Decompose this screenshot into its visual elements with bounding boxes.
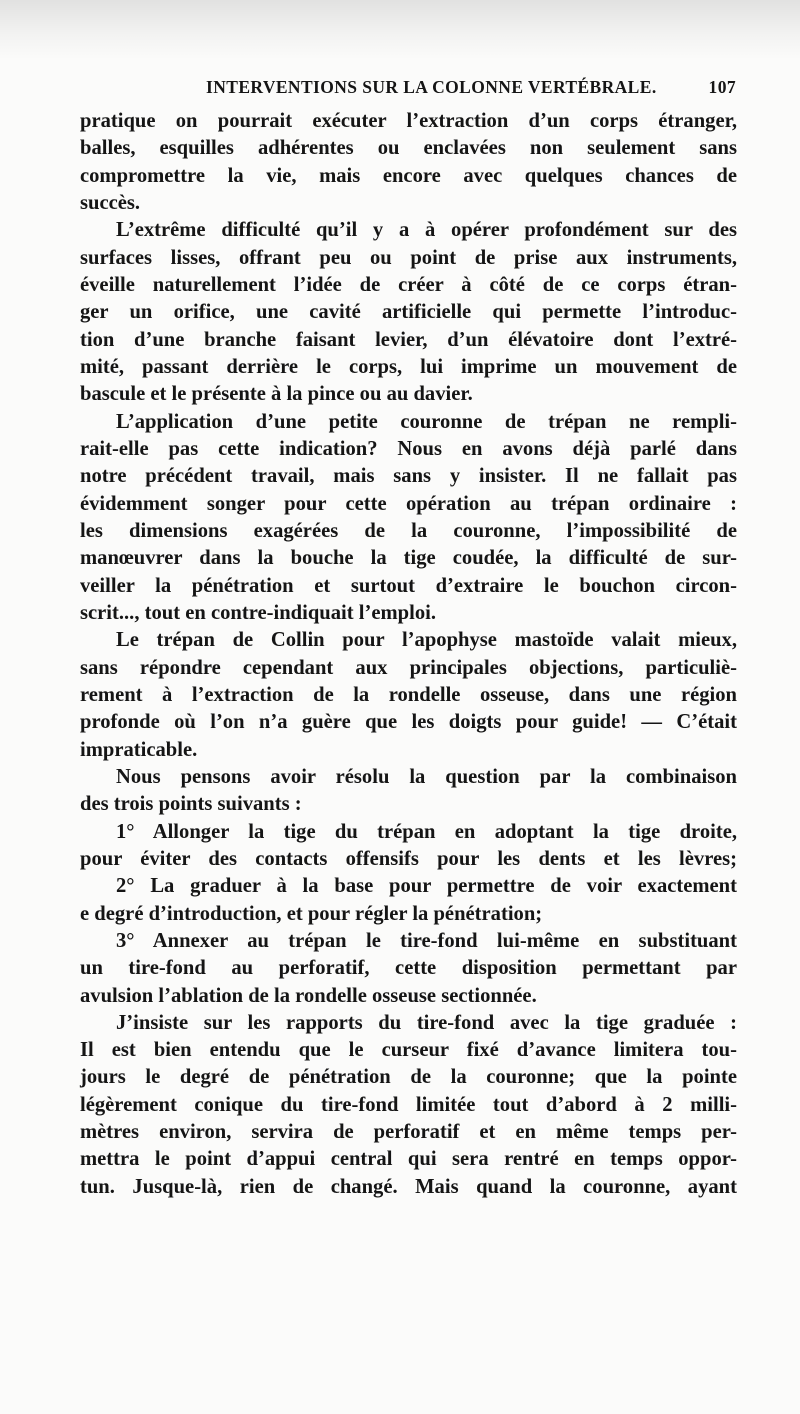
text-line: impraticable. — [80, 738, 198, 761]
text-line: L’extrême difficulté qu’il y a à opérer profondément sur des — [116, 219, 737, 242]
text-line: veiller la pénétration et surtout d’extraire le bouchon circon- — [80, 574, 737, 597]
text-line: manœuvrer dans la bouche la tige coudée, la difficulté de sur- — [80, 547, 737, 570]
text-line: mité, passant derrière le corps, lui imprime un mouvement de — [80, 355, 737, 378]
text-line: mettra le point d’appui central qui sera rentré en temps oppor- — [80, 1148, 737, 1171]
text-line: tun. Jusque-là, rien de changé. Mais quand la couronne, ayant — [80, 1175, 737, 1198]
text-line: bascule et le présente à la pince ou au davier. — [80, 383, 473, 406]
text-line: e degré d’introduction, et pour régler la pénétration; — [80, 902, 543, 925]
text-line: rait-elle pas cette indication? Nous en avons déjà parlé dans — [80, 437, 737, 460]
text-line: Il est bien entendu que le curseur fixé d’avance limitera tou- — [80, 1039, 737, 1062]
text-line: légèrement conique du tire-fond limitée tout d’abord à 2 milli- — [80, 1093, 737, 1116]
text-line: tion d’une branche faisant levier, d’un élévatoire dont l’extré- — [80, 328, 737, 351]
text-line: les dimensions exagérées de la couronne, l’impossibilité de — [80, 519, 737, 542]
text-line: pour éviter des contacts offensifs pour les dents et les lèvres; — [80, 847, 737, 870]
text-line: un tire-fond au perforatif, cette disposition permettant par — [80, 957, 737, 980]
page-header — [206, 77, 736, 101]
text-line: Nous pensons avoir résolu la question par la combinaison — [116, 765, 737, 788]
running-title: INTERVENTIONS SUR LA COLONNE VERTÉBRALE. — [206, 77, 657, 97]
text-line: surfaces lisses, offrant peu ou point de prise aux instruments, — [80, 246, 737, 269]
text-line: 3° Annexer au trépan le tire-fond lui-même en substituant — [116, 929, 737, 952]
text-line: 2° La graduer à la base pour permettre de voir exactement — [116, 875, 737, 898]
text-line: notre précédent travail, mais sans y insister. Il ne fallait pas — [80, 465, 737, 488]
text-line: jours le degré de pénétration de la couronne; que la pointe — [80, 1066, 737, 1089]
text-line: Le trépan de Collin pour l’apophyse mastoïde valait mieux, — [116, 629, 737, 652]
scan-shadow — [0, 0, 800, 60]
text-line: rement à l’extraction de la rondelle osseuse, dans une région — [80, 683, 737, 706]
text-line: succès. — [80, 191, 141, 214]
text-line: des trois points suivants : — [80, 793, 302, 816]
body-text — [80, 108, 737, 1201]
text-line: pratique on pourrait exécuter l’extraction d’un corps étranger, — [80, 110, 737, 132]
text-line: scrit..., tout en contre-indiquait l’emploi. — [80, 601, 436, 624]
text-line: ger un orifice, une cavité artificielle qui permette l’introduc- — [80, 301, 737, 324]
text-line: compromettre la vie, mais encore avec quelques chances de — [80, 164, 737, 187]
text-line: 1° Allonger la tige du trépan en adoptant la tige droite, — [116, 820, 737, 843]
text-line: mètres environ, servira de perforatif et en même temps per- — [80, 1121, 737, 1144]
text-line: J’insiste sur les rapports du tire-fond avec la tige graduée : — [116, 1011, 737, 1034]
page-number: 107 — [708, 77, 736, 97]
text-line: L’application d’une petite couronne de trépan ne rempli- — [116, 410, 737, 433]
text-line: sans répondre cependant aux principales objections, particuliè- — [80, 656, 737, 679]
text-line: avulsion l’ablation de la rondelle osseuse sectionnée. — [80, 984, 537, 1007]
text-line: profonde où l’on n’a guère que les doigts pour guide! — C’était — [80, 711, 737, 734]
text-line: éveille naturellement l’idée de créer à côté de ce corps étran- — [80, 273, 737, 296]
text-line: balles, esquilles adhérentes ou enclavées non seulement sans — [80, 137, 737, 160]
text-line: évidemment songer pour cette opération au trépan ordinaire : — [80, 492, 737, 515]
